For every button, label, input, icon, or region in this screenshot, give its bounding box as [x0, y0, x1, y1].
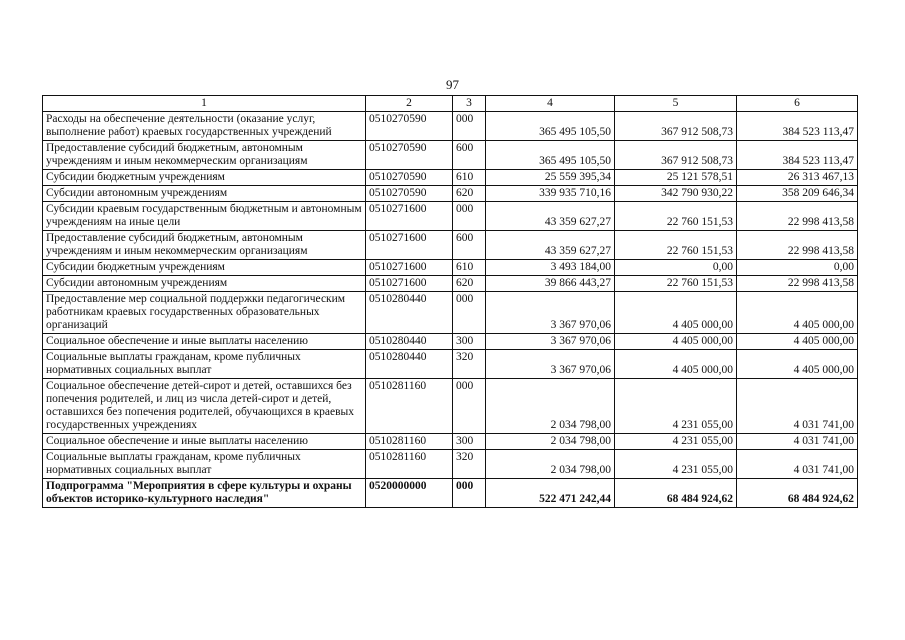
row-code-cell: 0510270590	[366, 112, 453, 141]
table-row	[43, 292, 858, 334]
row-code-cell: 0510271600	[366, 276, 453, 292]
table-row	[43, 260, 858, 276]
row-type-cell: 610	[453, 170, 486, 186]
row-value-2024-cell: 2 034 798,00	[486, 379, 615, 434]
row-name-cell: Расходы на обеспечение деятельности (оказание услуг, выполнение работ) краевых государственных учреждений	[43, 112, 366, 141]
row-name-cell: Субсидии автономным учреждениям	[43, 186, 366, 202]
col-header-5: 5	[615, 96, 737, 112]
row-type-cell: 300	[453, 434, 486, 450]
row-value-2026-cell: 22 998 413,58	[737, 231, 858, 260]
col-header-2: 2	[366, 96, 453, 112]
row-code-cell: 0510280440	[366, 292, 453, 334]
row-code-cell: 0510281160	[366, 450, 453, 479]
table-row	[43, 170, 858, 186]
row-value-2026-cell: 0,00	[737, 260, 858, 276]
row-type-cell: 620	[453, 276, 486, 292]
row-value-2025-cell: 4 405 000,00	[615, 350, 737, 379]
row-value-2026-cell: 358 209 646,34	[737, 186, 858, 202]
row-name-cell: Предоставление мер социальной поддержки педагогическим работникам краевых государственных образовательных организаций	[43, 292, 366, 334]
row-type-cell: 600	[453, 141, 486, 170]
row-value-2024-cell: 3 367 970,06	[486, 292, 615, 334]
row-value-2025-cell: 342 790 930,22	[615, 186, 737, 202]
row-code-cell: 0510271600	[366, 260, 453, 276]
row-value-2024-cell: 25 559 395,34	[486, 170, 615, 186]
row-value-2025-cell: 22 760 151,53	[615, 276, 737, 292]
row-type-cell: 000	[453, 202, 486, 231]
row-value-2025-cell: 25 121 578,51	[615, 170, 737, 186]
col-header-3: 3	[453, 96, 486, 112]
row-code-cell: 0510271600	[366, 231, 453, 260]
header-row	[43, 96, 858, 112]
row-value-2026-cell: 22 998 413,58	[737, 202, 858, 231]
row-value-2024-cell: 522 471 242,44	[486, 479, 615, 508]
row-code-cell: 0510270590	[366, 186, 453, 202]
row-code-cell: 0520000000	[366, 479, 453, 508]
row-value-2026-cell: 384 523 113,47	[737, 112, 858, 141]
row-value-2025-cell: 22 760 151,53	[615, 202, 737, 231]
row-value-2026-cell: 4 031 741,00	[737, 434, 858, 450]
row-code-cell: 0510270590	[366, 141, 453, 170]
row-value-2024-cell: 43 359 627,27	[486, 231, 615, 260]
row-value-2024-cell: 3 493 184,00	[486, 260, 615, 276]
row-value-2024-cell: 365 495 105,50	[486, 141, 615, 170]
row-name-cell: Социальные выплаты гражданам, кроме публичных нормативных социальных выплат	[43, 350, 366, 379]
table-row	[43, 334, 858, 350]
row-name-cell: Субсидии бюджетным учреждениям	[43, 260, 366, 276]
row-value-2024-cell: 365 495 105,50	[486, 112, 615, 141]
table-row	[43, 186, 858, 202]
col-header-6: 6	[737, 96, 858, 112]
row-type-cell: 610	[453, 260, 486, 276]
row-value-2025-cell: 367 912 508,73	[615, 141, 737, 170]
row-name-cell: Предоставление субсидий бюджетным, автономным учреждениям и иным некоммерческим организациям	[43, 231, 366, 260]
row-type-cell: 000	[453, 292, 486, 334]
table-row	[43, 479, 858, 508]
row-value-2025-cell: 4 231 055,00	[615, 379, 737, 434]
row-value-2025-cell: 22 760 151,53	[615, 231, 737, 260]
row-code-cell: 0510280440	[366, 334, 453, 350]
row-type-cell: 320	[453, 450, 486, 479]
row-type-cell: 000	[453, 112, 486, 141]
row-value-2024-cell: 43 359 627,27	[486, 202, 615, 231]
row-name-cell: Субсидии краевым государственным бюджетным и автономным учреждениям на иные цели	[43, 202, 366, 231]
table-body	[43, 112, 858, 508]
row-type-cell: 000	[453, 379, 486, 434]
row-value-2026-cell: 22 998 413,58	[737, 276, 858, 292]
row-type-cell: 300	[453, 334, 486, 350]
table-row	[43, 202, 858, 231]
col-header-4: 4	[486, 96, 615, 112]
table-row	[43, 231, 858, 260]
row-value-2026-cell: 68 484 924,62	[737, 479, 858, 508]
row-value-2025-cell: 4 405 000,00	[615, 292, 737, 334]
row-value-2025-cell: 4 231 055,00	[615, 434, 737, 450]
row-type-cell: 320	[453, 350, 486, 379]
row-type-cell: 620	[453, 186, 486, 202]
row-name-cell: Социальные выплаты гражданам, кроме публичных нормативных социальных выплат	[43, 450, 366, 479]
table-row	[43, 379, 858, 434]
row-value-2025-cell: 0,00	[615, 260, 737, 276]
table-row	[43, 450, 858, 479]
table-row	[43, 276, 858, 292]
table-row	[43, 141, 858, 170]
row-value-2024-cell: 339 935 710,16	[486, 186, 615, 202]
row-value-2025-cell: 4 231 055,00	[615, 450, 737, 479]
row-value-2026-cell: 384 523 113,47	[737, 141, 858, 170]
row-value-2025-cell: 4 405 000,00	[615, 334, 737, 350]
row-code-cell: 0510271600	[366, 202, 453, 231]
row-value-2026-cell: 4 405 000,00	[737, 292, 858, 334]
row-name-cell: Предоставление субсидий бюджетным, автономным учреждениям и иным некоммерческим организациям	[43, 141, 366, 170]
row-name-cell: Социальное обеспечение детей-сирот и детей, оставшихся без попечения родителей, и лиц из числа детей-сирот и детей, оставшихся без попечения родителей, обучающихся в краевых государственных учреждениях	[43, 379, 366, 434]
table-row	[43, 434, 858, 450]
row-value-2024-cell: 2 034 798,00	[486, 450, 615, 479]
row-name-cell: Подпрограмма "Мероприятия в сфере культуры и охраны объектов историко-культурного наследия"	[43, 479, 366, 508]
row-name-cell: Социальное обеспечение и иные выплаты населению	[43, 334, 366, 350]
row-code-cell: 0510270590	[366, 170, 453, 186]
row-value-2026-cell: 4 031 741,00	[737, 379, 858, 434]
row-value-2024-cell: 2 034 798,00	[486, 434, 615, 450]
table-row	[43, 350, 858, 379]
row-code-cell: 0510280440	[366, 350, 453, 379]
col-header-1: 1	[43, 96, 366, 112]
page-number: 97	[446, 77, 459, 92]
row-type-cell: 000	[453, 479, 486, 508]
row-value-2024-cell: 3 367 970,06	[486, 334, 615, 350]
row-value-2025-cell: 367 912 508,73	[615, 112, 737, 141]
row-value-2026-cell: 4 031 741,00	[737, 450, 858, 479]
row-value-2026-cell: 4 405 000,00	[737, 350, 858, 379]
row-code-cell: 0510281160	[366, 379, 453, 434]
row-value-2025-cell: 68 484 924,62	[615, 479, 737, 508]
budget-table	[42, 95, 858, 508]
row-value-2024-cell: 3 367 970,06	[486, 350, 615, 379]
row-name-cell: Социальное обеспечение и иные выплаты населению	[43, 434, 366, 450]
row-type-cell: 600	[453, 231, 486, 260]
row-code-cell: 0510281160	[366, 434, 453, 450]
table-row	[43, 112, 858, 141]
row-value-2026-cell: 26 313 467,13	[737, 170, 858, 186]
row-value-2026-cell: 4 405 000,00	[737, 334, 858, 350]
row-name-cell: Субсидии автономным учреждениям	[43, 276, 366, 292]
row-name-cell: Субсидии бюджетным учреждениям	[43, 170, 366, 186]
row-value-2024-cell: 39 866 443,27	[486, 276, 615, 292]
